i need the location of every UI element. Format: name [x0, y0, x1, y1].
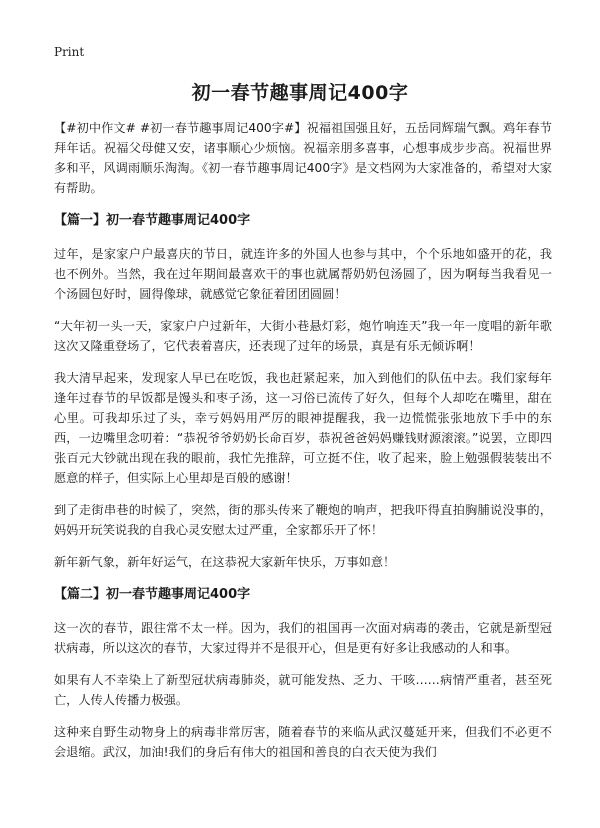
section-heading: 【篇二】初一春节趣事周记400字: [54, 587, 251, 602]
paragraph: 如果有人不幸染上了新型冠状病毒肺炎，就可能发热、乏力、干咳……病情严重者，甚至死亡，人传人传播力极强。: [54, 673, 552, 707]
article-body: [54, 118, 552, 774]
paragraph: 新年新气象，新年好运气，在这恭祝大家新年快乐，万事如意！: [54, 555, 396, 569]
paragraph: 这种来自野生动物身上的病毒非常厉害，随着春节的来临从武汉蔓延开来，但我们不必更不会退缩。武汉，加油!我们的身后有伟大的祖国和善良的白衣天使为我们: [54, 725, 552, 759]
page-title: 初一春节趣事周记400字: [191, 82, 409, 104]
paragraph: 到了走街串巷的时候了，突然，街的那头传来了鞭炮的响声，把我吓得直拍胸脯说没事的，妈妈开玩笑说我的自我心灵安慰太过严重，全家都乐开了怀！: [54, 503, 552, 537]
paragraph: 这一次的春节，跟往常不太一样。因为，我们的祖国再一次面对病毒的袭击，它就是新型冠状病毒，所以这次的春节，大家过得并不是很开心，但是更有好多让我感动的人和事。: [54, 621, 552, 655]
intro-paragraph: 【#初中作文# #初一春节趣事周记400字#】祝福祖国强且好，五岳同辉瑞气飘。鸡年春节拜年话。祝福父母健又安，诸事顺心少烦恼。祝福亲朋多喜事，心想事成步步高。祝福世界多和平，风调雨顺乐淘淘。《初一春节趣事周记400字》是文档网为大家准备的，希望对大家有帮助。: [54, 121, 552, 195]
paragraph: “大年初一头一天，家家户户过新年，大街小巷悬灯彩，炮竹响连天”我一年一度唱的新年歌这次又隆重登场了，它代表着喜庆，还表现了过年的场景，真是有乐无倾诉啊！: [54, 319, 552, 353]
paragraph: 过年，是家家户户最喜庆的节日，就连许多的外国人也参与其中，个个乐地如盛开的花，我也不例外。当然，我在过年期间最喜欢干的事也就属帮奶奶包汤圆了，因为啊每当我看见一个汤圆包好时，圆得像球，就感觉它象征着团团圆圆！: [54, 247, 552, 301]
section-heading: 【篇一】初一春节趣事周记400字: [54, 213, 251, 228]
paragraph: 我大清早起来，发现家人早已在吃饭，我也赶紧起来，加入到他们的队伍中去。我们家每年逢年过春节的早饭都是馒头和枣子汤，这一习俗已流传了好久，但每个人却吃在嘴里，甜在心里。可我却乐过了头，幸亏妈妈用严厉的眼神提醒我，我一边慌慌张张地放下手中的东西，一边嘴里念叨着：“恭祝爷爷奶奶长命百岁，恭祝爸爸妈妈赚钱财源滚滚。”说罢，立即四张百元大钞就出现在我的眼前，我忙先推辞，可立挺不住，收了起来，脸上勉强假装装出不愿意的样子，但实际上心里却是百般的感谢！: [54, 371, 552, 485]
print-link[interactable]: Print: [54, 45, 85, 59]
